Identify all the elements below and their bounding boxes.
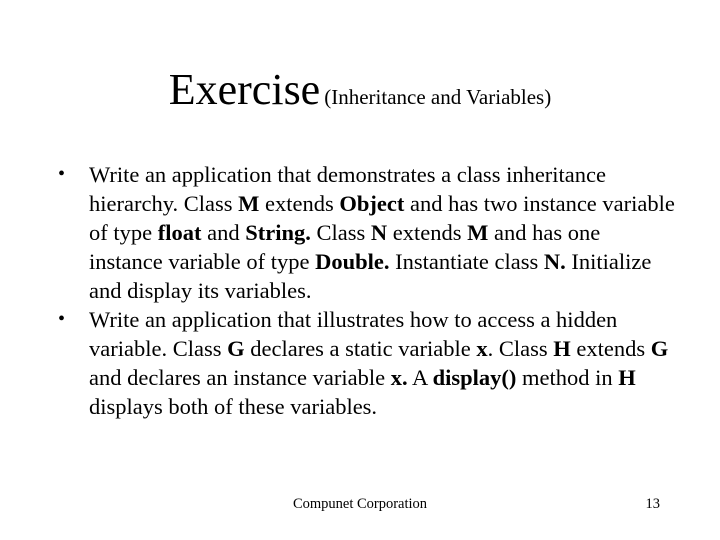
bullet-icon: • [58, 308, 66, 330]
title-subtitle: (Inheritance and Variables) [324, 85, 552, 109]
footer-company: Compunet Corporation [292, 496, 428, 512]
title-main: Exercise [168, 65, 321, 114]
bullet-icon: • [58, 163, 66, 185]
slide-title [0, 66, 720, 114]
bullet-item [58, 305, 678, 421]
bullet-item [58, 160, 678, 305]
page-number: 13 [645, 496, 660, 512]
bullet-text: Write an application that demonstrates a class inheritance hierarchy. Class M extends Object and has two instance variable of type float and String. Class N extends M and has one instance variable of type Double. Instantiate class N. Initialize and display its variables. [89, 162, 675, 303]
bullet-list [58, 160, 678, 421]
bullet-text: Write an application that illustrates how to access a hidden variable. Class G declares a static variable x. Class H extends G and declares an instance variable x. A display() method in H displays both of these variables. [89, 307, 669, 419]
